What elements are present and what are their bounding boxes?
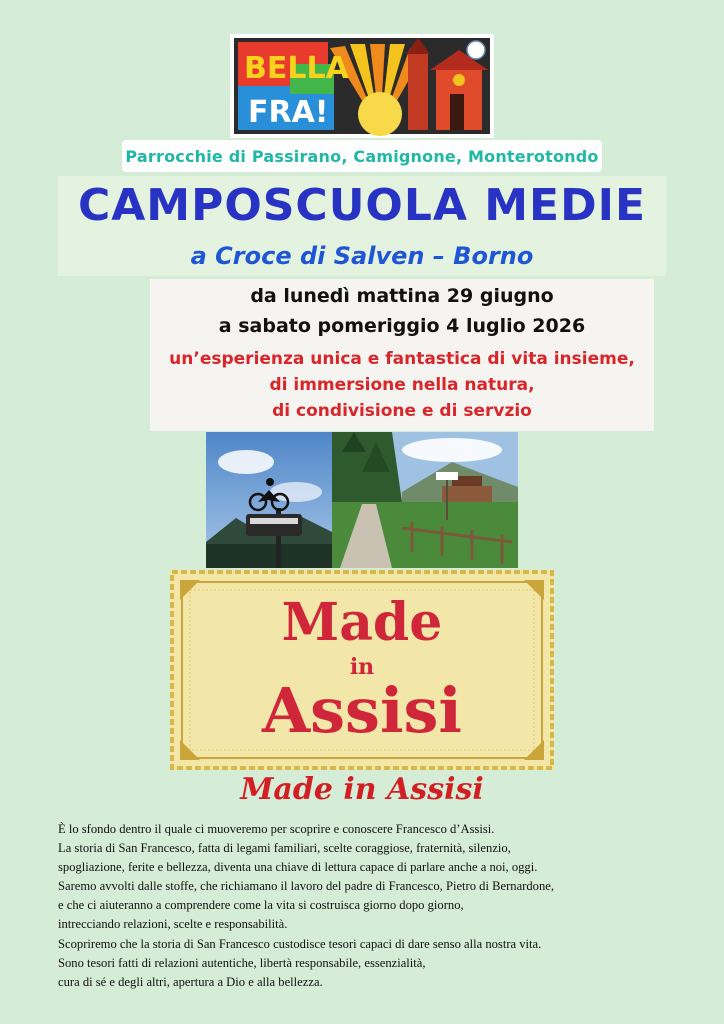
page-title: CAMPOSCUOLA MEDIE (77, 180, 647, 231)
body-line: Sono tesori fatti di relazioni autentiche, libertà responsabile, essenzialità, (58, 955, 426, 970)
tagline-line-3: di condivisione e di servzio (272, 401, 532, 421)
body-line: cura di sé e degli altri, apertura a Dio e alla bellezza. (58, 974, 323, 989)
body-line: e che ci aiuteranno a comprendere come la vita si costruisca giorno dopo giorno, (58, 898, 464, 913)
date-start: da lunedì mattina 29 giugno (250, 285, 554, 307)
bella-fra-logo (230, 34, 494, 138)
logo-graphic (230, 34, 494, 138)
badge-icon (467, 41, 485, 59)
body-line: intrecciando relazioni, scelte e responsabilità. (58, 917, 288, 932)
logo-word-bella: BELLA (244, 51, 349, 86)
body-line: È lo sfondo dentro il quale ci muoveremo per scoprire e conoscere Francesco d’Assisi. (58, 822, 495, 836)
dates-block (150, 279, 654, 431)
body-line: Scopriremo che la storia di San Francesco custodisce tesori capaci di dare senso alla nostra vita. (58, 936, 542, 951)
body-line: Saremo avvolti dalle stoffe, che richiamano il lavoro del padre di Francesco, Pietro di Bernardone, (58, 879, 555, 894)
body-line: La storia di San Francesco, fatta di legami familiari, scelte coraggiose, fraternità, silenzio, (58, 841, 511, 856)
tagline-line-2: di immersione nella natura, (269, 375, 535, 395)
parishes-label: Parrocchie di Passirano, Camignone, Monterotondo (125, 146, 599, 166)
date-end: a sabato pomeriggio 4 luglio 2026 (218, 315, 586, 337)
banner-word-in: in (349, 654, 375, 680)
section-subtitle: Made in Assisi (240, 772, 484, 807)
tagline-line-1: un’esperienza unica e fantastica di vita insieme, (169, 349, 635, 369)
logo-word-fra: FRA! (248, 95, 329, 130)
banner-word-made: Made (281, 592, 443, 653)
mountain-bike-sign-photo (206, 432, 332, 568)
body-line: spogliazione, ferite e bellezza, diventa una chiave di lettura capace di parlare anche a noi, oggi. (58, 860, 538, 875)
made-in-assisi-banner (170, 570, 554, 770)
title-block (58, 176, 666, 276)
location-label: a Croce di Salven – Borno (190, 242, 534, 270)
banner-word-assisi: Assisi (262, 674, 462, 747)
mountain-road-photo (332, 432, 518, 568)
body-paragraph (58, 820, 678, 992)
parishes-bar (122, 140, 602, 172)
